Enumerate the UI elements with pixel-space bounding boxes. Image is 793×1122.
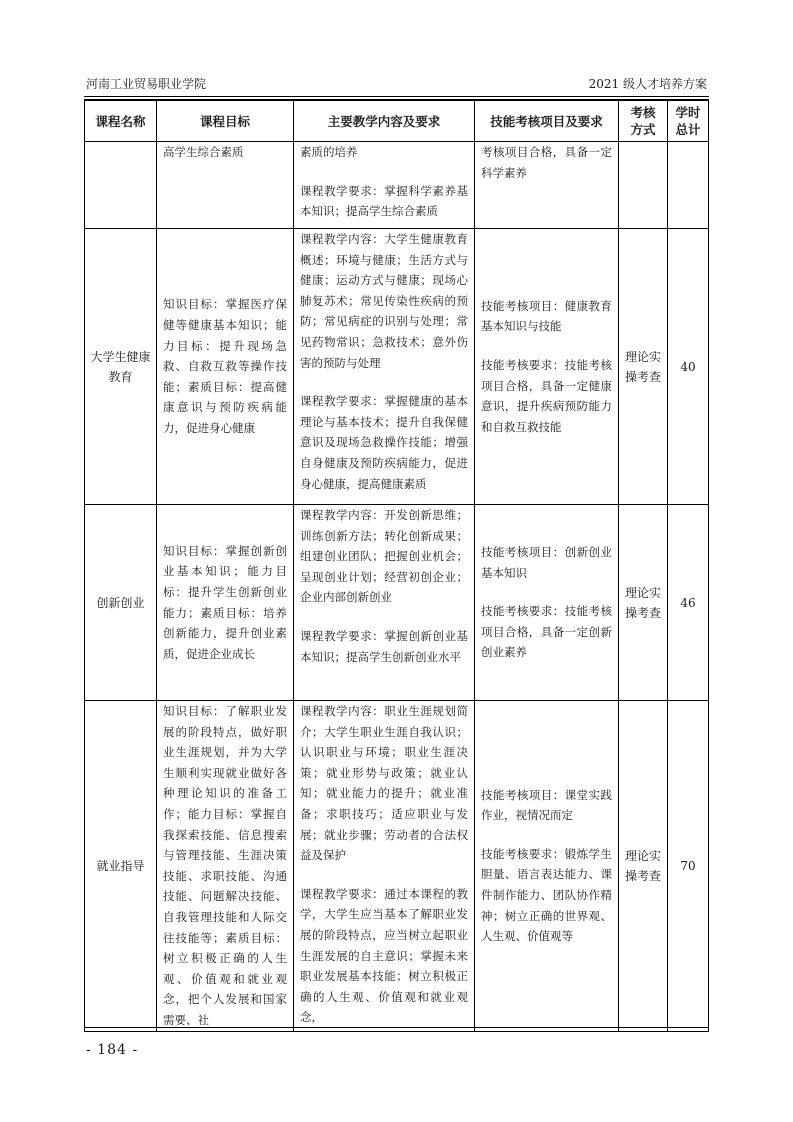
skill-item-text: 技能考核项目：健康教育基本知识与技能 xyxy=(481,298,612,334)
col-header-course-goal: 课程目标 xyxy=(157,100,294,142)
skill-assessment xyxy=(475,505,619,701)
skill-text: 考核项目合格，具备一定科学素养 xyxy=(481,145,612,180)
footer-divider xyxy=(84,1027,709,1028)
requirement-text: 课程教学要求：通过本课程的教学，大学生应当基本了解职业发展的阶段特点，应当树立起职业生涯发展的自主意识；掌握未来职业发展基本技能；树立积极正确的人生观、价值观和就业观念， xyxy=(300,886,468,1025)
total-hours: 40 xyxy=(668,229,709,505)
skill-requirement-text: 技能考核要求：技能考核项目合格，具备一定创新创业素养 xyxy=(481,604,612,660)
table-row xyxy=(85,505,709,701)
exam-method: 理论实操考查 xyxy=(619,701,668,1032)
page-number: - 184 - xyxy=(86,1042,139,1058)
course-name xyxy=(85,142,157,229)
col-header-course-name: 课程名称 xyxy=(85,100,157,142)
exam-method: 理论实操考查 xyxy=(619,229,668,505)
course-goal xyxy=(157,142,294,229)
course-name: 就业指导 xyxy=(85,701,157,1032)
course-goal xyxy=(157,229,294,505)
course-goal xyxy=(157,701,294,1032)
content-text: 课程教学内容：大学生健康教育概述；环境与健康；生活方式与健康；运动方式与健康；现场心肺复苏术；常见传染性疾病的预防；常见病症的识别与处理；常见药物常识；急救技术；意外伤害的预防与处理 xyxy=(300,232,468,370)
col-header-total-hours xyxy=(668,100,709,142)
requirement-text: 课程教学要求：掌握健康的基本理论与基本技术；提升自我保健意识及现场急救操作技能；增强自身健康及预防疾病能力，促进身心健康，提高健康素质 xyxy=(300,394,468,491)
table-row xyxy=(85,229,709,505)
exam-method: 理论实操考查 xyxy=(619,505,668,701)
exam-header-line2: 方式 xyxy=(630,122,656,137)
requirement-text: 课程教学要求：掌握科学素养基本知识；提高学生综合素质 xyxy=(300,183,468,219)
skill-item-text: 技能考核项目：课堂实践作业，视情况而定 xyxy=(481,787,612,823)
total-hours: 70 xyxy=(668,701,709,1032)
exam-header-line1: 考核 xyxy=(630,105,656,120)
header-divider xyxy=(84,96,709,97)
col-header-skill: 技能考核项目及要求 xyxy=(475,100,619,142)
skill-requirement-text: 技能考核要求：技能考核项目合格，具备一定健康意识，提升疾病预防能力和自救互救技能 xyxy=(481,357,612,434)
course-content xyxy=(294,505,475,701)
table-row xyxy=(85,142,709,229)
requirement-text: 课程教学要求：掌握创新创业基本知识；提高学生创新创业水平 xyxy=(300,628,468,664)
course-name: 大学生健康教育 xyxy=(85,229,157,505)
content-text: 素质的培养 xyxy=(300,145,358,159)
col-header-exam-method xyxy=(619,100,668,142)
total-hours: 46 xyxy=(668,505,709,701)
goal-text: 知识目标：了解职业发展的阶段特点，做好职业生涯规划，并为大学生顺利实现就业做好各种理论知识的准备工作；能力目标：掌握自我探索技能、信息搜索与管理技能、生涯决策技能、求职技能、沟通技能、问题解决技能、自我管理技能和人际交往技能等；素质目标：树立积极正确的人生观、价值观和就业观念，把个人发展和国家需要、社 xyxy=(163,704,287,1027)
skill-item-text: 技能考核项目：创新创业基本知识 xyxy=(481,545,612,580)
course-name: 创新创业 xyxy=(85,505,157,701)
skill-assessment xyxy=(475,229,619,505)
content-text: 课程教学内容：职业生涯规划简介；大学生职业生涯自我认识；认识职业与环境；职业生涯决策；就业形势与政策；就业认知；就业能力的提升；就业准备；求职技巧；适应职业与发展；就业步骤；劳动者的合法权益及保护 xyxy=(300,704,468,863)
hours-header-line1: 学时 xyxy=(675,105,701,120)
course-content xyxy=(294,229,475,505)
exam-method xyxy=(619,142,668,229)
header-document-title: 2021 级人才培养方案 xyxy=(588,77,707,91)
course-goal xyxy=(157,505,294,701)
content-text: 课程教学内容：开发创新思维；训练创新方法；转化创新成果；组建创业团队；把握创业机会；呈现创业计划；经营初创企业；企业内部创新创业 xyxy=(300,508,468,605)
table-row xyxy=(85,701,709,1032)
hours-header-line2: 总计 xyxy=(675,122,701,137)
header-school-name: 河南工业贸易职业学院 xyxy=(86,77,207,91)
table-header-row xyxy=(85,100,709,142)
course-content xyxy=(294,142,475,229)
goal-text: 高学生综合素质 xyxy=(163,145,244,159)
course-content xyxy=(294,701,475,1032)
col-header-content: 主要教学内容及要求 xyxy=(294,100,475,142)
total-hours xyxy=(668,142,709,229)
goal-text: 知识目标：掌握创新创业基本知识；能力目标：提升学生创新创业能力；素质目标：培养创新能力，提升创业素质，促进企业成长 xyxy=(163,543,287,661)
skill-requirement-text: 技能考核要求：锻炼学生胆量、语言表达能力、课件制作能力、团队协作精神；树立正确的世界观、人生观、价值观等 xyxy=(481,846,612,944)
curriculum-table xyxy=(84,99,709,1032)
goal-text: 知识目标：掌握医疗保健等健康基本知识；能力目标：提升现场急救、自救互救等操作技能；素质目标：提高健康意识与预防疾病能力，促进身心健康 xyxy=(163,297,287,435)
skill-assessment xyxy=(475,142,619,229)
skill-assessment xyxy=(475,701,619,1032)
